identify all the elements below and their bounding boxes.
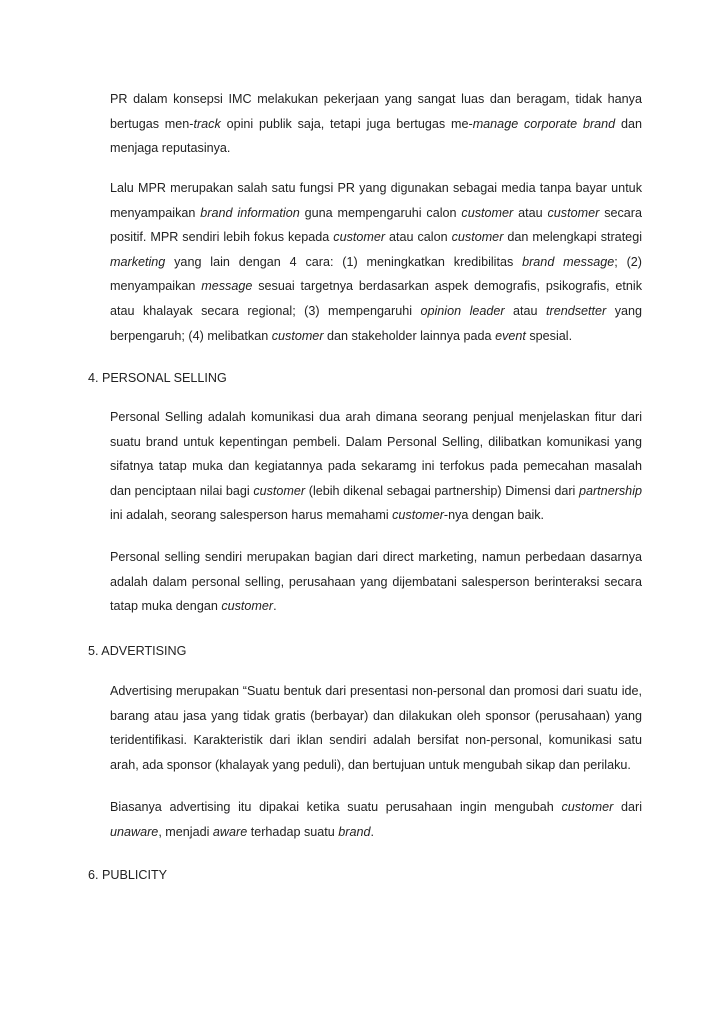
italic-term: customer	[461, 205, 514, 220]
text-run: dan melengkapi strategi	[503, 230, 642, 245]
text-run: sesuai targetnya berdasarkan aspek demografis, psikografis, etnik atau khalayak secara regional; (3) mempengaruhi	[110, 279, 642, 318]
italic-term: unaware	[110, 824, 159, 839]
italic-term: trendsetter	[546, 303, 607, 318]
italic-term: customer	[221, 599, 274, 614]
text-run: .	[273, 599, 277, 614]
heading-personal-selling: 4. PERSONAL SELLING	[88, 371, 227, 385]
italic-term: customer	[271, 328, 324, 343]
text-run: , menjadi	[158, 824, 213, 839]
italic-term: customer	[333, 230, 386, 245]
text-run: yang berpengaruh; (4) melibatkan	[110, 303, 643, 343]
text-run: PR dalam konsepsi IMC melakukan pekerjaan yang sangat luas dan beragam, tidak hanya bertugas men-	[110, 92, 642, 131]
heading-advertising: 5. ADVERTISING	[88, 644, 187, 658]
paragraph-advertising-2	[110, 795, 642, 844]
italic-term: track	[193, 116, 221, 131]
italic-term: customer	[561, 800, 614, 814]
italic-term: customer	[451, 230, 504, 245]
text-run: Biasanya advertising itu dipakai ketika suatu perusahaan ingin mengubah	[110, 800, 562, 814]
text-run: atau	[504, 303, 547, 318]
text-run: .	[370, 824, 374, 839]
text-run: guna mempengaruhi calon	[299, 205, 462, 220]
paragraph-personal-selling-2	[110, 545, 642, 619]
heading-publicity: 6. PUBLICITY	[88, 868, 168, 882]
paragraph-personal-selling-1	[110, 405, 642, 528]
italic-term: message	[201, 279, 253, 294]
text-run: secara positif. MPR sendiri lebih fokus kepada	[110, 205, 642, 245]
italic-term: brand message	[522, 254, 615, 269]
text-run: ini adalah, seorang salesperson harus memahami	[110, 508, 393, 523]
italic-term: customer	[253, 483, 306, 498]
paragraph-advertising-1	[110, 679, 642, 777]
text-run: -nya dengan baik.	[443, 508, 545, 523]
text-run: atau	[513, 205, 548, 220]
text-run: (lebih dikenal sebagai partnership) Dimensi dari	[305, 483, 579, 498]
text-run: dari	[613, 800, 642, 814]
text-run: atau calon	[385, 230, 452, 245]
italic-term: customer	[392, 508, 444, 523]
text-run: spesial.	[525, 328, 573, 343]
text-run: yang lain dengan 4 cara: (1) meningkatkan kredibilitas	[165, 254, 523, 269]
text-run: terhadap suatu	[247, 824, 339, 839]
italic-term: brand	[338, 824, 371, 839]
italic-term: partnership	[578, 483, 642, 498]
text-run: Advertising merupakan “Suatu bentuk dari presentasi non-personal dan promosi dari suatu ide, barang atau jasa yang tidak gratis (berbayar) dan dilakukan oleh sponsor (perusahaan) yang teridentifikasi. Karakteristik dari iklan sendiri adalah bersifat non-personal, komunikasi satu arah, ada sponsor (khalayak yang peduli), dan bertujuan untuk mengubah sikap dan perilaku.	[110, 684, 642, 772]
italic-term: marketing	[110, 254, 166, 269]
text-run: Personal selling sendiri merupakan bagian dari direct marketing, namun perbedaan dasarnya adalah dalam personal selling, perusahaan yang dijembatani salesperson berinteraksi secara tatap muka dengan	[110, 550, 642, 614]
italic-term: aware	[212, 824, 248, 839]
text-run: dan menjaga reputasinya.	[110, 116, 642, 156]
text-run: ; (2) menyampaikan	[110, 254, 642, 294]
italic-term: customer	[547, 205, 600, 220]
italic-term: manage corporate brand	[472, 116, 616, 131]
italic-term: event	[495, 328, 526, 343]
text-run: opini publik saja, tetapi juga bertugas me-	[220, 116, 473, 131]
paragraph-pr-intro	[110, 87, 642, 161]
paragraph-mpr	[110, 176, 642, 348]
text-run: dan stakeholder lainnya pada	[323, 328, 496, 343]
text-run: Lalu MPR merupakan salah satu fungsi PR yang digunakan sebagai media tanpa bayar untuk menyampaikan	[110, 181, 642, 220]
italic-term: opinion leader	[420, 303, 505, 318]
italic-term: brand information	[200, 205, 300, 220]
text-run: Personal Selling adalah komunikasi dua arah dimana seorang penjual menjelaskan fitur dari suatu brand untuk kepentingan pembeli. Dalam Personal Selling, dilibatkan komunikasi yang sifatnya tatap muka dan kegiatannya pada sekaramg ini terfokus pada pemecahan masalah dan penciptaan nilai bagi	[110, 410, 642, 498]
